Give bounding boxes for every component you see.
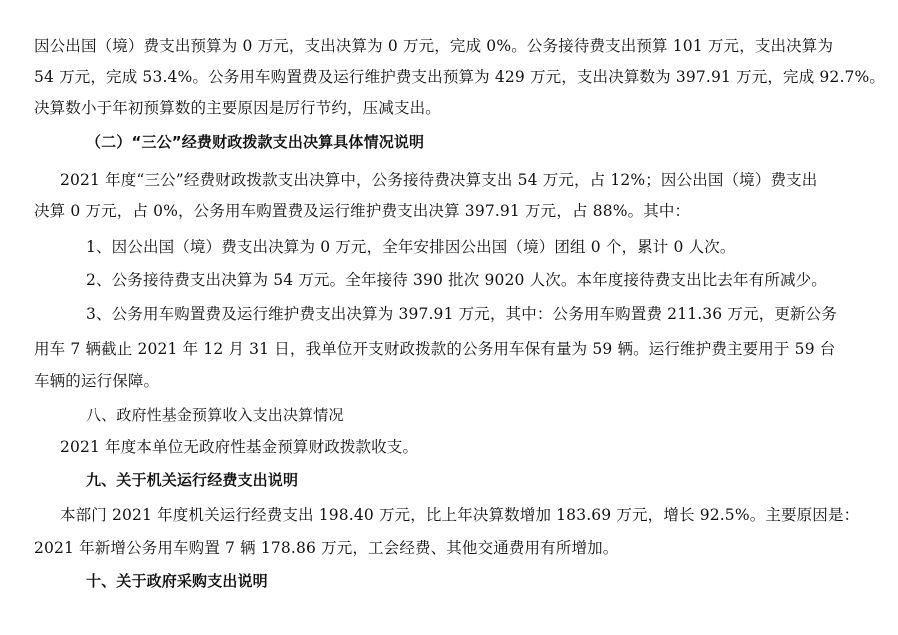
paragraph-2-line-2: 决算 0 万元，占 0%，公务用车购置费及运行维护费支出决算 397.91 万元，占 88%。其中： — [34, 202, 691, 220]
paragraph-1-line-2: 54 万元，完成 53.4%。公务用车购置费及运行维护费支出预算为 429 万元，支出决算数为 397.91 万元，完成 92.7%。 — [34, 68, 886, 86]
section-10-heading: 十、关于政府采购支出说明 — [86, 572, 268, 590]
section-9-heading: 九、关于机关运行经费支出说明 — [86, 471, 299, 489]
item-3-line-3: 车辆的运行保障。 — [34, 372, 160, 390]
section-2-heading: （二）“三公”经费财政拨款支出决算具体情况说明 — [86, 133, 425, 151]
item-2: 2、公务接待费支出决算为 54 万元。全年接待 390 批次 9020 人次。本年度接待费支出比去年有所减少。 — [86, 271, 827, 289]
item-3-line-2: 用车 7 辆截止 2021 年 12 月 31 日，我单位开支财政拨款的公务用车保有量为 59 辆。运行维护费主要用于 59 台 — [34, 340, 836, 358]
paragraph-1-line-3: 决算数小于年初预算数的主要原因是厉行节约，压减支出。 — [34, 99, 441, 117]
paragraph-9-line-1: 本部门 2021 年度机关运行经费支出 198.40 万元，比上年决算数增加 183.69 万元，增长 92.5%。主要原因是： — [60, 506, 860, 524]
paragraph-8: 2021 年度本单位无政府性基金预算财政拨款收支。 — [60, 438, 419, 456]
item-1: 1、因公出国（境）费支出决算为 0 万元，全年安排因公出国（境）团组 0 个，累计 0 人次。 — [86, 238, 736, 256]
paragraph-2-line-1: 2021 年度“三公”经费财政拨款支出决算中，公务接待费决算支出 54 万元，占 12%；因公出国（境）费支出 — [60, 171, 818, 189]
paragraph-9-line-2: 2021 年新增公务用车购置 7 辆 178.86 万元，工会经费、其他交通费用有所增加。 — [34, 539, 619, 557]
section-8-heading: 八、政府性基金预算收入支出决算情况 — [86, 406, 344, 424]
item-3-line-1: 3、公务用车购置费及运行维护费支出决算为 397.91 万元，其中：公务用车购置费 211.36 万元，更新公务 — [86, 305, 837, 323]
paragraph-1-line-1: 因公出国（境）费支出预算为 0 万元，支出决算为 0 万元，完成 0%。公务接待费支出预算 101 万元，支出决算为 — [34, 37, 834, 55]
